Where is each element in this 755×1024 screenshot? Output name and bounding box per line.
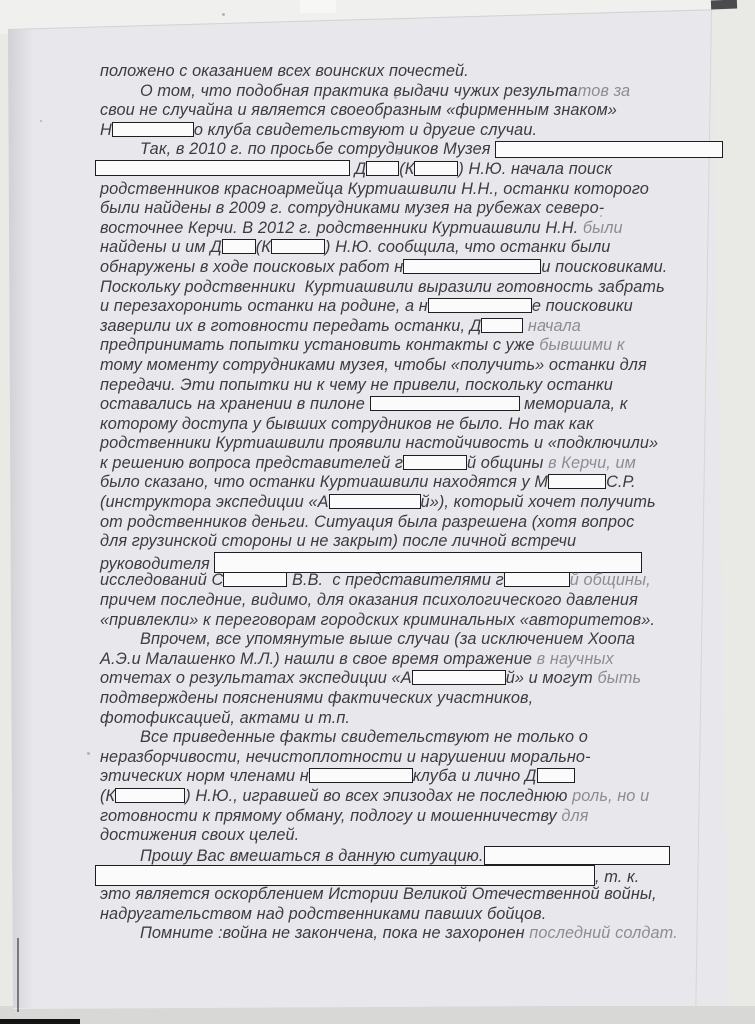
redaction-box [481, 318, 523, 333]
redaction-box [309, 768, 413, 783]
text-segment: о клуба свидетельствуют и другие случаи. [193, 120, 538, 139]
document-line [100, 924, 700, 944]
text-segment: клуба и лично Д [412, 767, 537, 786]
document-line [100, 905, 700, 925]
redaction-box [403, 455, 467, 470]
text-segment: мемориала, к [519, 395, 628, 414]
redaction-box [366, 161, 399, 176]
text-segment: С.Р. [606, 473, 636, 492]
document-line [100, 669, 700, 689]
redaction-box [115, 788, 185, 803]
text-segment: передачи. Эти попытки ни к чему не привели, поскольку останки [100, 375, 613, 394]
text-segment: родственников красноармейца Куртиашвили Н.Н., останки которого [100, 179, 649, 198]
scan-speckle [40, 120, 42, 122]
text-segment: Поскольку родственники Куртиашвили выразили готовность забрать [100, 277, 665, 296]
text-segment: Все приведенные факты свидетельствуют не только о [140, 728, 588, 747]
document-line [100, 395, 700, 415]
text-segment: были найдены в 2009 г. сотрудниками музея на рубежах северо- [100, 199, 605, 218]
document-line [100, 532, 700, 552]
document-line [100, 317, 700, 337]
text-segment: е поисковики [531, 297, 633, 316]
text-segment: для грузинской стороны и не закрыт) после личной встречи [100, 532, 577, 551]
text-segment: В.В. с представителями г [287, 571, 504, 590]
redaction-box [329, 494, 421, 509]
text-segment: заверили их в готовности передать останки, Д [100, 316, 482, 335]
document-line [100, 787, 700, 807]
text-segment: тов за [577, 81, 631, 100]
redaction-box [484, 846, 670, 865]
text-segment: было сказано, что останки Куртиашвили находятся у М [100, 473, 549, 492]
page-left-edge-shadow [8, 28, 34, 1008]
document-line [100, 591, 700, 611]
text-segment: к решению вопроса представителей г [100, 453, 403, 472]
document-line [95, 865, 700, 885]
scan-speckle [87, 752, 90, 755]
text-segment: ) Н.Ю., игравшей во всех эпизодах не последнюю [185, 786, 573, 805]
document-text [100, 62, 700, 944]
redaction-box [214, 552, 642, 573]
document-line [100, 278, 700, 298]
text-segment: (К [399, 159, 415, 178]
page-left-edge-line [17, 938, 19, 1012]
document-line [100, 297, 700, 317]
redaction-box [223, 572, 287, 587]
scan-bottom-edge-bar [0, 1019, 80, 1024]
text-segment: тому моменту сотрудниками музея, чтобы «получить» останки для [100, 355, 647, 374]
redaction-box [95, 865, 595, 886]
text-segment: восточнее Керчи. В 2012 г. родственники Куртиашвили Н.Н. [100, 218, 583, 237]
document-line [100, 826, 700, 846]
text-segment: Прошу Вас вмешаться в данную ситуацию. [140, 846, 484, 865]
text-segment: отчетах о результатах экспедиции «А [100, 669, 412, 688]
text-segment: положено с оказанием всех воинских почестей. [100, 62, 469, 80]
document-line [100, 513, 700, 533]
document-line [100, 238, 700, 258]
text-segment: последний солдат. [529, 924, 678, 943]
text-segment: ) Н.Ю. начала поиск [458, 159, 613, 178]
text-segment: свои не случайна и является своеобразным «фирменным знаком» [100, 101, 617, 120]
document-line [100, 434, 700, 454]
text-segment: оставались на хранении в пилоне [100, 395, 370, 414]
redaction-box [412, 670, 506, 685]
text-segment: и перезахоронить останки на родине, а н [100, 297, 428, 316]
text-segment: Д [350, 159, 367, 178]
document-line [100, 258, 700, 278]
text-segment: это является оскорблением Истории Великой Отечественной войны, [100, 884, 657, 903]
scan-top-notch [300, 0, 336, 13]
text-segment: А.Э.и Малашенко М.Л.) нашли в свое время отражение [100, 649, 537, 668]
document-line [100, 846, 700, 866]
text-segment: начала [523, 316, 581, 335]
redaction-box [548, 474, 606, 489]
scanner-background-bottom [0, 1006, 755, 1024]
redaction-box [271, 239, 325, 254]
text-segment: надругательством над родственниками павших бойцов. [100, 904, 547, 923]
document-line [100, 728, 700, 748]
text-segment: й» и могут [505, 669, 598, 688]
scan-speckle [222, 13, 225, 16]
text-segment: (К [100, 786, 116, 805]
text-segment: в Керчи, им [548, 453, 636, 472]
redaction-box [414, 161, 458, 176]
text-segment: й общины, [569, 571, 651, 590]
document-line [100, 571, 700, 591]
text-segment: , т. к. [595, 868, 640, 887]
text-segment: Так, в 2010 г. по просьбе сотрудников Музея [140, 140, 496, 159]
document-line [100, 82, 700, 102]
text-segment: предпринимать попытки установить контакты с уже [100, 336, 540, 355]
redaction-box [222, 239, 256, 254]
document-line [95, 160, 700, 180]
redaction-box [95, 160, 350, 176]
document-line [100, 709, 700, 729]
redaction-box [428, 298, 532, 313]
redaction-box [504, 572, 570, 587]
document-line [100, 62, 700, 82]
document-line [100, 199, 700, 219]
text-segment: ) Н.Ю. сообщила, что останки были [325, 238, 611, 257]
document-line [100, 219, 700, 239]
document-line [100, 885, 700, 905]
document-line [100, 689, 700, 709]
document-line [100, 611, 700, 631]
redaction-box [537, 768, 575, 783]
document-line [100, 454, 700, 474]
text-segment: подтверждены пояснениями фактических участников, [100, 689, 534, 707]
text-segment: (К [255, 238, 271, 257]
document-line [100, 101, 700, 121]
text-segment: й»), который хочет получить [420, 493, 656, 512]
text-segment: бывшими к [539, 336, 625, 355]
document-line [100, 630, 700, 650]
text-segment: от родственников деньги. Ситуация была разрешена (хотя вопрос [100, 512, 635, 531]
text-segment: причем последние, видимо, для оказания психологического давления [100, 591, 638, 610]
document-line [100, 552, 700, 572]
document-line [100, 493, 700, 513]
document-line [100, 650, 700, 670]
text-segment: Впрочем, все упомянутые выше случаи (за исключением Хоопа [140, 630, 636, 649]
text-segment: обнаружены в ходе поисковых работ н [100, 257, 404, 276]
scan-corner-tab [711, 0, 737, 9]
text-segment: фотофиксацией, актами и т.п. [100, 708, 351, 727]
text-segment: быть [597, 669, 642, 688]
document-line [100, 767, 700, 787]
text-segment: неразборчивости, нечистоплотности и нарушении морально- [100, 747, 591, 766]
text-segment: роль, но и [572, 786, 650, 805]
document-line [100, 415, 700, 435]
text-segment: (инструктора экспедиции «А [100, 493, 329, 512]
text-segment: этических норм членами н [100, 767, 309, 786]
text-segment: й общины [467, 453, 549, 472]
text-segment: Н [100, 120, 112, 139]
text-segment: руководителя [100, 554, 215, 573]
text-segment: были [582, 218, 623, 237]
text-segment: О том, что подобная практика выдачи чужих результа [140, 81, 578, 100]
document-line [100, 121, 700, 141]
document-line [100, 376, 700, 396]
text-segment: для [561, 806, 589, 825]
text-segment: достижения своих целей. [100, 826, 300, 845]
redaction-box [495, 141, 723, 158]
document-line [100, 140, 700, 160]
document-line [100, 473, 700, 493]
redaction-box [403, 259, 541, 274]
text-segment: которому доступа у бывших сотрудников не было. Но так как [100, 414, 594, 433]
text-segment: исследований С [100, 571, 224, 590]
document-line [100, 356, 700, 376]
redaction-box [112, 122, 194, 137]
text-segment: в научных [536, 649, 614, 668]
redaction-box [370, 396, 520, 411]
text-segment: родственники Куртиашвили проявили настойчивость и «подключили» [100, 434, 659, 453]
document-line [100, 180, 700, 200]
text-segment: и поисковиками. [541, 257, 668, 276]
document-line [100, 336, 700, 356]
text-segment: готовности к прямому обману, подлогу и мошенничеству [100, 806, 562, 825]
text-segment: Помните :война не закончена, пока не захоронен [140, 924, 530, 943]
document-line [100, 807, 700, 827]
document-line [100, 748, 700, 768]
text-segment: «привлекли» к переговорам городских криминальных «авторитетов». [100, 610, 656, 629]
text-segment: найдены и им Д [100, 238, 222, 257]
